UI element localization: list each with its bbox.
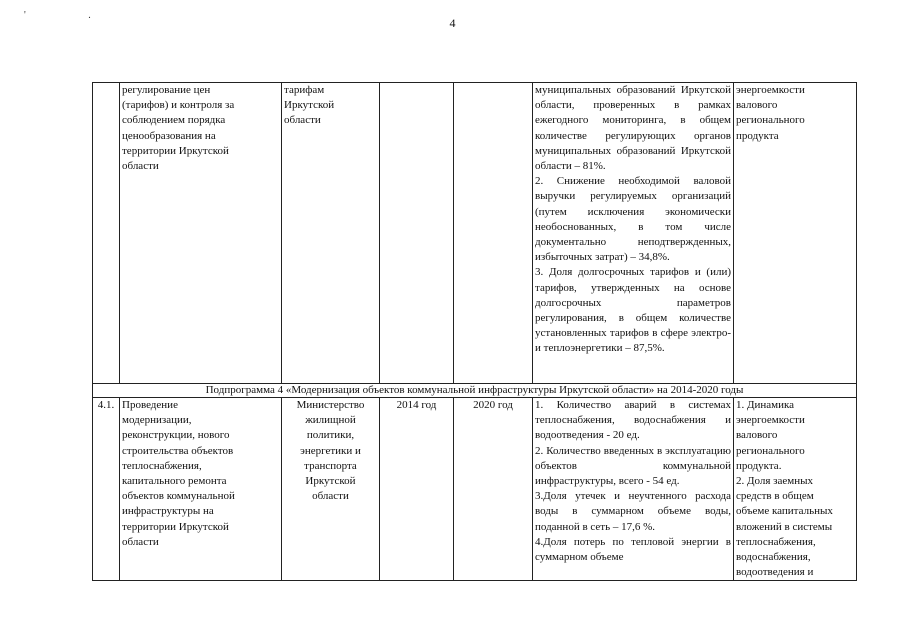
page-number: 4 <box>449 16 456 30</box>
measure-name-cell: Проведение модернизации, реконструкции, нового строительства объектов теплоснабжения, капитального ремонта объектов коммунальной инфраструктуры на территории Иркутской области <box>120 398 282 581</box>
executor-cell: Министерство жилищной политики, энергетики и транспорта Иркутской области <box>282 398 380 581</box>
start-year-cell <box>380 83 454 384</box>
row-number-cell <box>93 83 120 384</box>
subprogram-title: Подпрограмма 4 «Модернизация объектов коммунальной инфраструктуры Иркутской области» на 2014-2020 годы <box>93 384 857 398</box>
indicators-cell: 1. Динамика энергоемкости валового регионального продукта. 2. Доля заемных средств в общем объеме капитальных вложений в системы теплоснабжения, водоснабжения, водоотведения и <box>734 398 857 581</box>
table-row <box>93 398 857 581</box>
executor-cell: тарифам Иркутской области <box>282 83 380 384</box>
expected-results-cell: муниципальных образований Иркутской области, проверенных в рамках ежегодного мониторинга, в общем количестве регулирующих органов муниципальных образований Иркутской области – 81%. 2. Снижение необходимой валовой выручки регулируемых организаций (путем исключения экономически необоснованных, в том числе документально неподтвержденных, избыточных затрат) – 34,8%. 3. Доля долгосрочных тарифов и (или) тарифов, утвержденных на основе долгосрочных параметров регулирования, в общем количестве установленных тарифов в сфере электро- и теплоэнергетики – 87,5%. <box>533 83 734 384</box>
program-table <box>92 82 857 581</box>
measure-name-cell: регулирование цен (тарифов) и контроля за соблюдением порядка ценообразования на территории Иркутской области <box>120 83 282 384</box>
row-number-cell: 4.1. <box>93 398 120 581</box>
end-year-cell: 2020 год <box>454 398 533 581</box>
scan-corner-marks: ' . <box>24 10 121 21</box>
table-row <box>93 83 857 384</box>
indicators-cell: энергоемкости валового регионального продукта <box>734 83 857 384</box>
expected-results-cell: 1. Количество аварий в системах теплоснабжения, водоснабжения и водоотведения - 20 ед. 2. Количество введенных в эксплуатацию объектов коммунальной инфраструктуры, всего - 54 ед. 3.Доля утечек и неучтенного расхода воды в суммарном объеме воды, поданной в сеть – 17,6 %. 4.Доля потерь по тепловой энергии в суммарном объеме <box>533 398 734 581</box>
end-year-cell <box>454 83 533 384</box>
start-year-cell: 2014 год <box>380 398 454 581</box>
subprogram-header-row <box>93 384 857 398</box>
